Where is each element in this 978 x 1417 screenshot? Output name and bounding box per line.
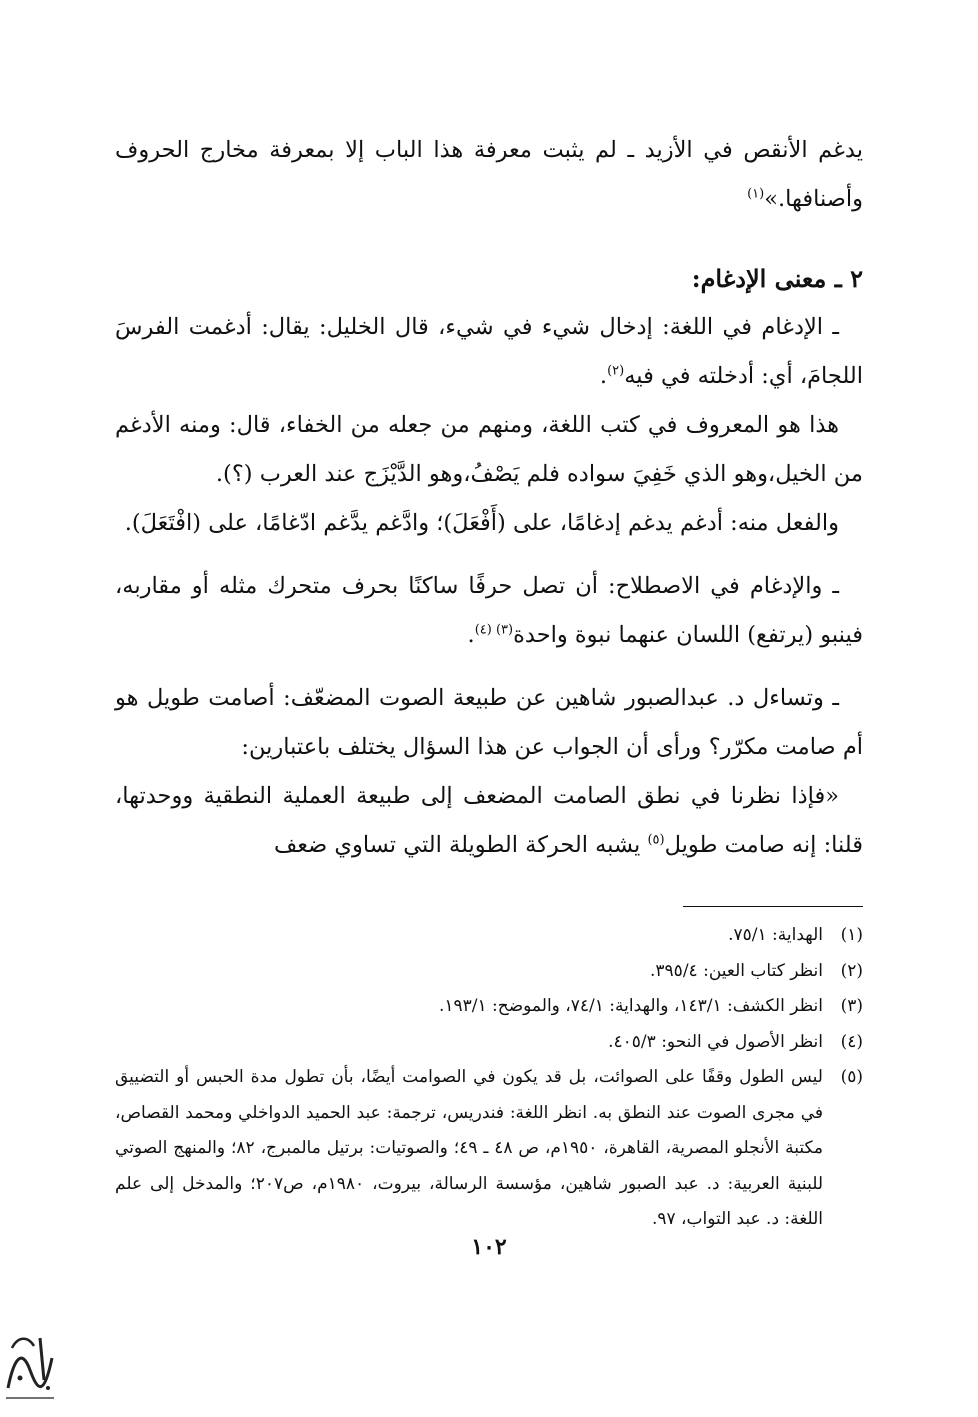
paragraph-5-end: . (467, 622, 475, 648)
footnote-item (115, 989, 863, 1025)
paragraph-5 (115, 562, 863, 660)
paragraph-5-text: ـ والإدغام في الاصطلاح: أن تصل حرفًا ساكنًا بحرف متحرك مثله أو مقاربه، فينبو (يرتفع) اللسان عنهما نبوة واحدة (115, 573, 863, 648)
paragraph-1-text: يدغم الأنقص في الأزيد ـ لم يثبت معرفة هذا الباب إلا بمعرفة مخارج الحروف وأصنافها.» (115, 137, 863, 212)
paragraph-1 (115, 126, 863, 224)
paragraph-3: هذا هو المعروف في كتب اللغة، ومنهم من جعله من الخفاء، قال: ومنه الأدغم من الخيل،وهو الذي خَفِيَ سواده فلم يَصْفُ،وهو الدَّيْزَج عند العرب (؟). (115, 412, 863, 487)
paragraph-7-end: يشبه الحركة الطويلة التي تساوي ضعف (274, 832, 648, 858)
footnote-text: انظر كتاب العين: ٣٩٥/٤. (650, 960, 823, 981)
paragraph-2-text: ـ الإدغام في اللغة: إدخال شيء في شيء، قال الخليل: يقال: أدغمت الفرسَ اللجامَ، أي: أدخلته في فيه (115, 314, 863, 389)
footnote-number: (٥) (840, 1067, 863, 1087)
footnote-text: انظر الأصول في النحو: ٤٠٥/٣. (608, 1031, 823, 1052)
calligraphy-stamp-icon (0, 1318, 60, 1406)
paragraph-7 (115, 772, 863, 870)
footnote-item (115, 1025, 863, 1061)
paragraph-6: ـ وتساءل د. عبدالصبور شاهين عن طبيعة الصوت المضعّف: أصامت طويل هو أم صامت مكرّر؟ ورأى أن الجواب عن هذا السؤال يختلف باعتبارين: (115, 685, 863, 760)
footnotes (115, 918, 863, 1238)
footnote-text: ليس الطول وقفًا على الصوائت، بل قد يكون في الصوامت أيضًا، بأن تطول مدة الحبس أو التضييق في مجرى الصوت عند النطق به. انظر اللغة: فندريس، ترجمة: عبد الحميد الدواخلي ومحمد القصاص، مكتبة الأنجلو المصرية، القاهرة، ١٩٥٠م، ص ٤٨ ـ ٤٩؛ والصوتيات: برتيل مالمبرج، ٨٢؛ والمنهج الصوتي للبنية العربية: د. عبد الصبور شاهين، مؤسسة الرسالة، بيروت، ١٩٨٠م، ص٢٠٧؛ والمدخل إلى علم اللغة: د. عبد التواب، ٩٧. (115, 1067, 824, 1229)
paragraph-4: والفعل منه: أدغم يدغم إدغامًا، على (أَفْعَلَ)؛ وادَّغم يدَّغم ادّغامًا، على (افْتَعَلَ). (124, 510, 839, 536)
footnote-item (115, 918, 863, 954)
footnote-ref-1: (١) (747, 186, 765, 202)
footnote-number: (١) (840, 925, 863, 945)
section-heading: ٢ ـ معنى الإدغام: (691, 264, 863, 293)
footnote-text: انظر الكشف: ١٤٣/١، والهداية: ٧٤/١، والموضح: ١٩٣/١. (438, 996, 823, 1016)
footnote-item (115, 954, 863, 990)
footnote-ref-2: (٢) (607, 363, 625, 379)
footnote-ref-3-4: (٣) (٤) (474, 622, 514, 638)
footnote-number: (٢) (840, 960, 863, 981)
footnote-text: الهداية: ٧٥/١. (728, 925, 823, 945)
paragraph-2 (115, 303, 863, 401)
paragraph-2-end: . (599, 363, 608, 389)
footnote-number: (٣) (840, 996, 863, 1016)
footnote-ref-5: (٥) (647, 832, 665, 848)
paragraph-7-text: «فإذا نظرنا في نطق الصامت المضعف إلى طبيعة العملية النطقية ووحدتها، قلنا: إنه صامت طويل (115, 783, 863, 858)
footnote-number: (٤) (840, 1031, 863, 1052)
footnote-item (115, 1060, 863, 1238)
page-number: ١٠٢ (471, 1234, 507, 1260)
main-text (115, 126, 863, 870)
footnote-divider (683, 906, 863, 907)
